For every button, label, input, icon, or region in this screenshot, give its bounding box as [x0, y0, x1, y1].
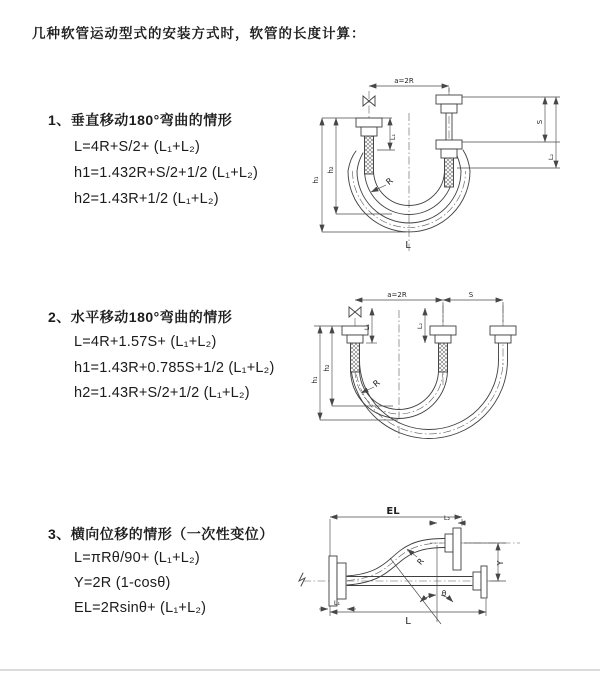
diagram-vertical-180-bend: [300, 60, 600, 272]
dim-label-el: EL: [386, 506, 400, 517]
hose-arcs: [351, 343, 508, 439]
length-label: L: [405, 240, 411, 251]
page-scan-edge: [0, 669, 600, 671]
section-2-formula-l: L=4R+1.57S+ (L₁+L₂): [74, 334, 217, 350]
dim-label-l1: L₁: [333, 599, 341, 607]
section-1-heading: 1、垂直移动180°弯曲的情形: [48, 112, 233, 128]
section-3-formula-el: EL=2Rsinθ+ (L₁+L₂): [74, 600, 207, 616]
dim-label-a2r: a=2R: [387, 291, 407, 299]
dim-label-h2: h₂: [327, 166, 335, 174]
dimension-lines: [314, 300, 503, 420]
dimension-lines: [319, 517, 506, 616]
dim-label-l2: L₂: [547, 153, 555, 161]
valve-icon: [349, 307, 361, 317]
pipe-break-icon: [299, 573, 305, 586]
radius-label: R: [371, 378, 383, 390]
dim-label-s: S: [536, 119, 544, 125]
dim-label-s: S: [468, 291, 474, 299]
section-2-formula-h1: h1=1.43R+0.785S+1/2 (L₁+L₂): [74, 360, 275, 376]
section-1-formula-l: L=4R+S/2+ (L₁+L₂): [74, 139, 200, 155]
dim-label-h1: h₁: [312, 176, 320, 184]
dim-label-l1: L₁: [389, 133, 397, 141]
dim-label-y: Y: [496, 560, 505, 566]
dim-label-l2: L₂: [416, 322, 424, 330]
radius-label: R: [384, 176, 396, 188]
section-3-formula-l: L=πRθ/90+ (L₁+L₂): [74, 550, 200, 566]
section-1-formula-h2: h2=1.43R+1/2 (L₁+L₂): [74, 191, 219, 207]
diagram-horizontal-180-bend: [300, 275, 600, 475]
section-3-heading: 3、横向位移的情形（一次性变位）: [48, 526, 274, 542]
page-title: 几种软管运动型式的安装方式时，软管的长度计算：: [32, 26, 366, 41]
section-2-formula-h2: h2=1.43R+S/2+1/2 (L₁+L₂): [74, 385, 250, 401]
section-2-heading: 2、水平移动180°弯曲的情形: [48, 309, 233, 325]
dim-label-l2: L₂: [443, 514, 451, 522]
diagram-lateral-displacement: [295, 500, 600, 650]
flange-fittings: [329, 528, 487, 606]
dim-label-l: L: [405, 616, 411, 627]
dim-label-h2: h₂: [323, 364, 331, 372]
radius-label: R: [415, 556, 426, 567]
angle-theta-label: θ: [441, 589, 447, 598]
section-3-formula-y: Y=2R (1-cosθ): [74, 575, 171, 591]
section-1-formula-h1: h1=1.432R+S/2+1/2 (L₁+L₂): [74, 165, 259, 181]
dim-label-l1: L₁: [363, 323, 371, 331]
dim-label-h1: h₁: [311, 376, 319, 384]
dim-label-a2r: a=2R: [394, 77, 414, 85]
